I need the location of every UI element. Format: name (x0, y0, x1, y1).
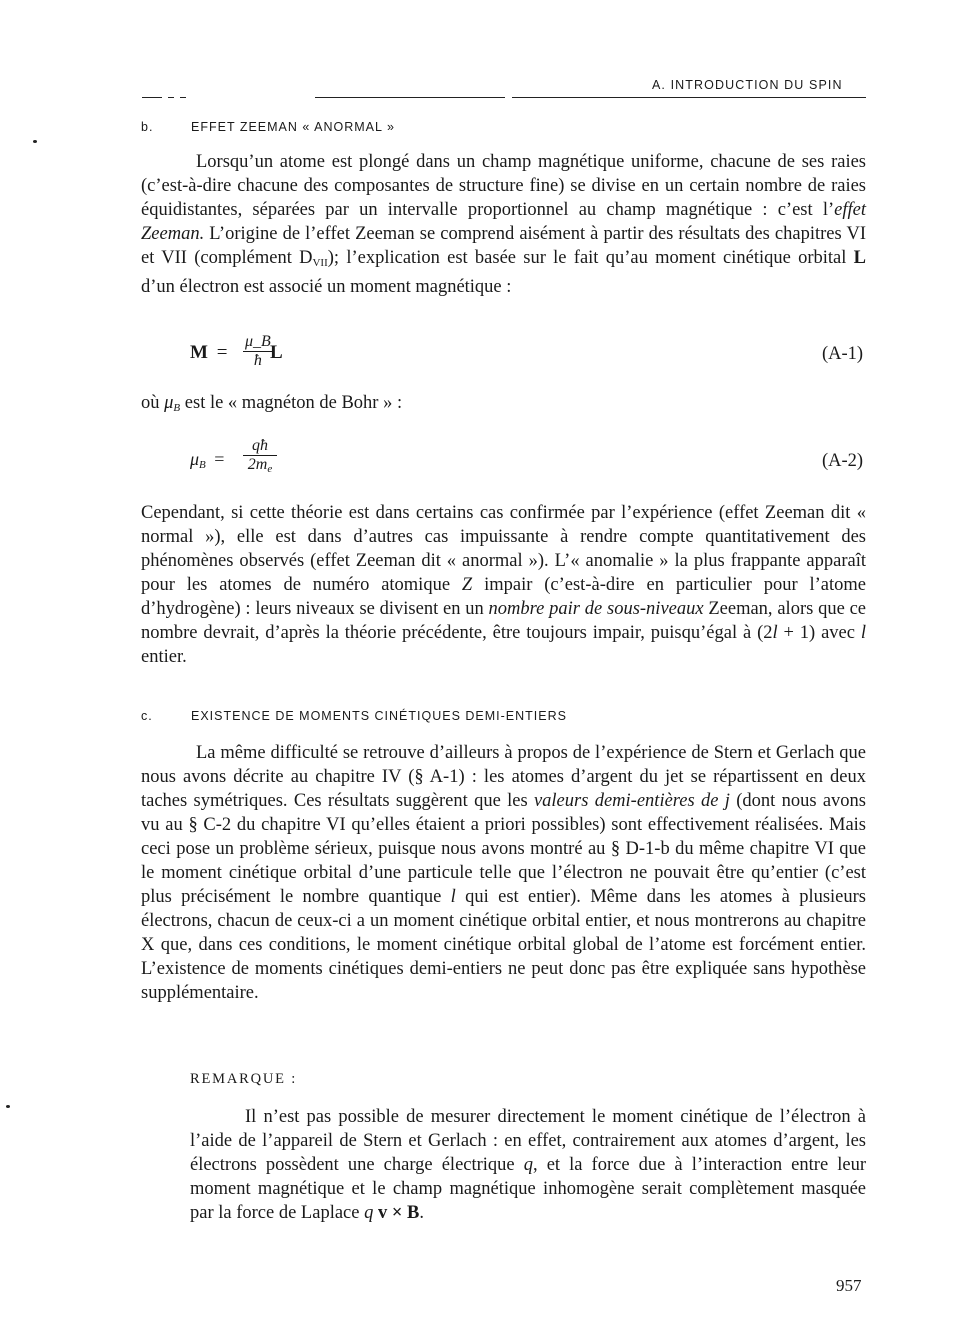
equation-a1-fraction: $\frac{\mu\_B}{ħ}$ (245, 333, 271, 369)
section-c-paragraph-1: La même difficulté se retrouve d’ailleurs à propos de l’expérience de Stern et Gerlach que nous avons décrite au chapitre IV (§ A-1) : les atomes d’argent du jet se répartissent en deux taches symétriques. Ces résultats suggèrent que les valeurs demi-entières de j (dont nous avons vu au § C-2 du chapitre VI qu’elles étaient a priori possibles) sont effectivement réalisées. Mais ceci pose un problème sérieux, puisque nous avons montré au § D-1-b du même chapitre VI que le moment cinétique orbital d’une particule telle que l’électron ne pouvait être qu’entier (c’est plus précisément le nombre quantique l qui est entier). Même dans les atomes à plusieurs électrons, chacun de ceux-ci a un moment cinétique orbital entier, et nous montrerons au chapitre X que, dans ces conditions, le moment cinétique orbital global de l’atome est forcément entier. L’existence de moments cinétiques demi-entiers ne peut donc pas être expliquée sans hypothèse supplémentaire. (141, 743, 866, 1003)
section-c-title: EXISTENCE DE MOMENTS CINÉTIQUES DEMI-ENTIERS (191, 709, 567, 723)
page-number: 957 (836, 1276, 862, 1295)
section-b-title: EFFET ZEEMAN « ANORMAL » (191, 120, 395, 134)
header-rule (512, 97, 866, 98)
section-b-paragraph-1: Lorsqu’un atome est plongé dans un champ magnétique uniforme, chacune de ses raies (c’est-à-dire chacune des composantes de structure fine) se divise en un certain nombre de raies équidistantes, séparées par un intervalle proportionnel au champ magnétique : c’est l’effet Zeeman. L’origine de l’effet Zeeman se comprend aisément à partir des résultats des chapitres VI et VII (complément $D_{VII}$); l’explication est basée sur le fait qu’au moment cinétique orbital L d’un électron est associé un moment magnétique : (141, 152, 866, 297)
section-b-paragraph-2: où $\mu_B$ est le « magnéton de Bohr » : (141, 393, 403, 414)
equation-a1-label: (A-1) (822, 344, 864, 364)
section-b-letter: b. (141, 120, 154, 134)
header-rule-segment (168, 97, 174, 98)
header-rule-segment (315, 97, 505, 98)
remarque-text: Il n’est pas possible de mesurer directement le moment cinétique de l’électron à l’aide de l’appareil de Stern et Gerlach : en effet, contrairement aux atomes d’argent, les électrons possèdent une charge électrique q, et la force due à l’interaction entre leur moment magnétique et le champ magnétique inhomogène serait complètement masquée par la force de Laplace q v × B. (190, 1107, 866, 1223)
remarque-title: REMARQUE : (190, 1071, 298, 1087)
section-b-paragraph-3: Cependant, si cette théorie est dans certains cas confirmée par l’expérience (effet Zeeman dit « normal »), elle est dans d’autres cas impuissante à rendre compte quantitativement des phénomènes observés (effet Zeeman dit « anormal »). L’« anomalie » la plus frappante apparaît pour les atomes de numéro atomique Z impair (c’est-à-dire en particulier pour l’atome d’hydrogène) : leurs niveaux se divisent en un nombre pair de sous-niveaux Zeeman, alors que ce nombre devrait, d’après la théorie précédente, être toujours impair, puisqu’égal à (2l + 1) avec l entier. (141, 503, 866, 667)
equation-a2-fraction: $\frac{qħ}{2m_e}$ (243, 437, 277, 478)
equation-a1-rhs: L (270, 342, 283, 363)
equation-a1: M = (190, 342, 228, 363)
header-rule-segment (180, 97, 186, 98)
running-header: A. INTRODUCTION DU SPIN (652, 78, 843, 92)
margin-speck (33, 140, 37, 143)
equation-a2: $\mu_B$ = (190, 449, 225, 471)
header-rule-segment (142, 97, 162, 98)
section-c-letter: c. (141, 709, 153, 723)
equation-a2-label: (A-2) (822, 451, 864, 471)
margin-speck (6, 1105, 10, 1108)
